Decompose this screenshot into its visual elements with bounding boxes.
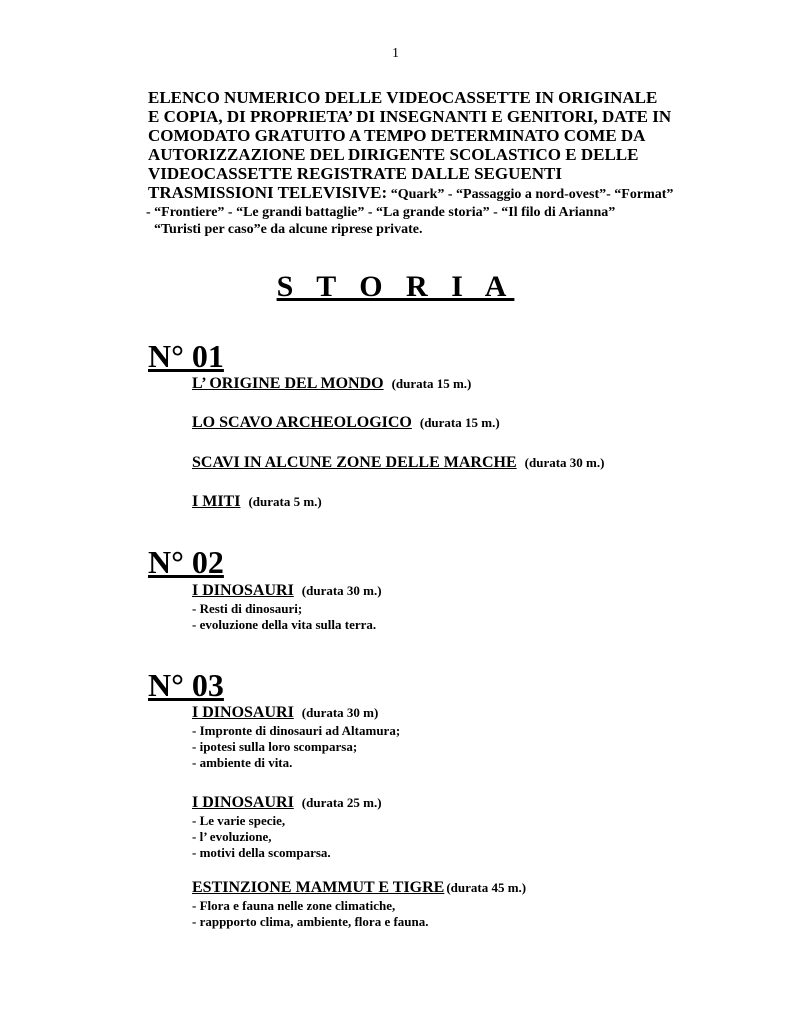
entry-item: - motivi della scomparsa. — [192, 845, 331, 860]
cassette-entry — [192, 492, 322, 512]
entry-item: - ambiente di vita. — [192, 755, 293, 770]
entry-item: - Flora e fauna nelle zone climatiche, — [192, 898, 396, 913]
entry-title: I MITI — [192, 493, 241, 510]
entry-title: LO SCAVO ARCHEOLOGICO — [192, 414, 412, 431]
intro-line: E COPIA, DI PROPRIETA’ DI INSEGNANTI E GENITORI, DATE IN — [148, 107, 672, 126]
entry-duration: (durata 15 m.) — [391, 376, 472, 391]
entry-duration: (durata 15 m.) — [419, 415, 500, 430]
entry-title: I DINOSAURI — [192, 794, 294, 811]
entry-duration: (durata 30 m.) — [301, 583, 382, 598]
entry-duration: (durata 5 m.) — [248, 494, 322, 509]
cassette-number: N° 03 — [148, 667, 224, 703]
cassette-entry — [192, 878, 526, 930]
entry-title: L’ ORIGINE DEL MONDO — [192, 375, 384, 392]
entry-duration: (durata 30 m) — [301, 705, 379, 720]
section-title: S T O R I A — [276, 270, 515, 303]
intro-line-programs: “Quark” - “Passaggio a nord-ovest”- “Format” — [387, 187, 674, 202]
cassette-number: N° 01 — [148, 338, 224, 374]
entry-item: - rappporto clima, ambiente, flora e fauna. — [192, 914, 429, 929]
intro-line: - “Frontiere” - “Le grandi battaglie” - “La grande storia” - “Il filo di Arianna” — [146, 205, 616, 220]
entry-title: ESTINZIONE MAMMUT E TIGRE — [192, 879, 445, 896]
intro-line-main: TRASMISSIONI TELEVISIVE: — [148, 183, 388, 202]
intro-line: “Turisti per caso”e da alcune riprese private. — [154, 222, 423, 237]
entry-item: - Le varie specie, — [192, 813, 286, 828]
page-number: 1 — [392, 46, 399, 61]
entry-title: I DINOSAURI — [192, 704, 294, 721]
intro-line: VIDEOCASSETTE REGISTRATE DALLE SEGUENTI — [148, 164, 562, 183]
cassette-entry — [192, 581, 382, 633]
entry-duration: (durata 25 m.) — [301, 795, 382, 810]
cassette-entry — [192, 374, 471, 394]
entry-item: - Impronte di dinosauri ad Altamura; — [192, 723, 401, 738]
entry-item: - evoluzione della vita sulla terra. — [192, 617, 377, 632]
intro-line: AUTORIZZAZIONE DEL DIRIGENTE SCOLASTICO E DELLE — [148, 145, 639, 164]
entry-item: - l’ evoluzione, — [192, 829, 272, 844]
cassette-number: N° 02 — [148, 544, 224, 580]
entry-title: I DINOSAURI — [192, 582, 294, 599]
entry-duration: (durata 45 m.) — [446, 880, 527, 895]
cassette-entry — [192, 413, 500, 433]
intro-line: COMODATO GRATUITO A TEMPO DETERMINATO COME DA — [148, 126, 646, 145]
entry-item: - ipotesi sulla loro scomparsa; — [192, 739, 358, 754]
entry-item: - Resti di dinosauri; — [192, 601, 303, 616]
intro-line: ELENCO NUMERICO DELLE VIDEOCASSETTE IN ORIGINALE — [148, 88, 658, 107]
cassette-entry — [192, 453, 604, 473]
entry-title: SCAVI IN ALCUNE ZONE DELLE MARCHE — [192, 454, 517, 471]
intro-paragraph — [148, 88, 708, 238]
intro-line — [148, 183, 708, 204]
cassette-entry — [192, 703, 400, 771]
cassette-entry — [192, 793, 382, 861]
entry-duration: (durata 30 m.) — [524, 455, 605, 470]
